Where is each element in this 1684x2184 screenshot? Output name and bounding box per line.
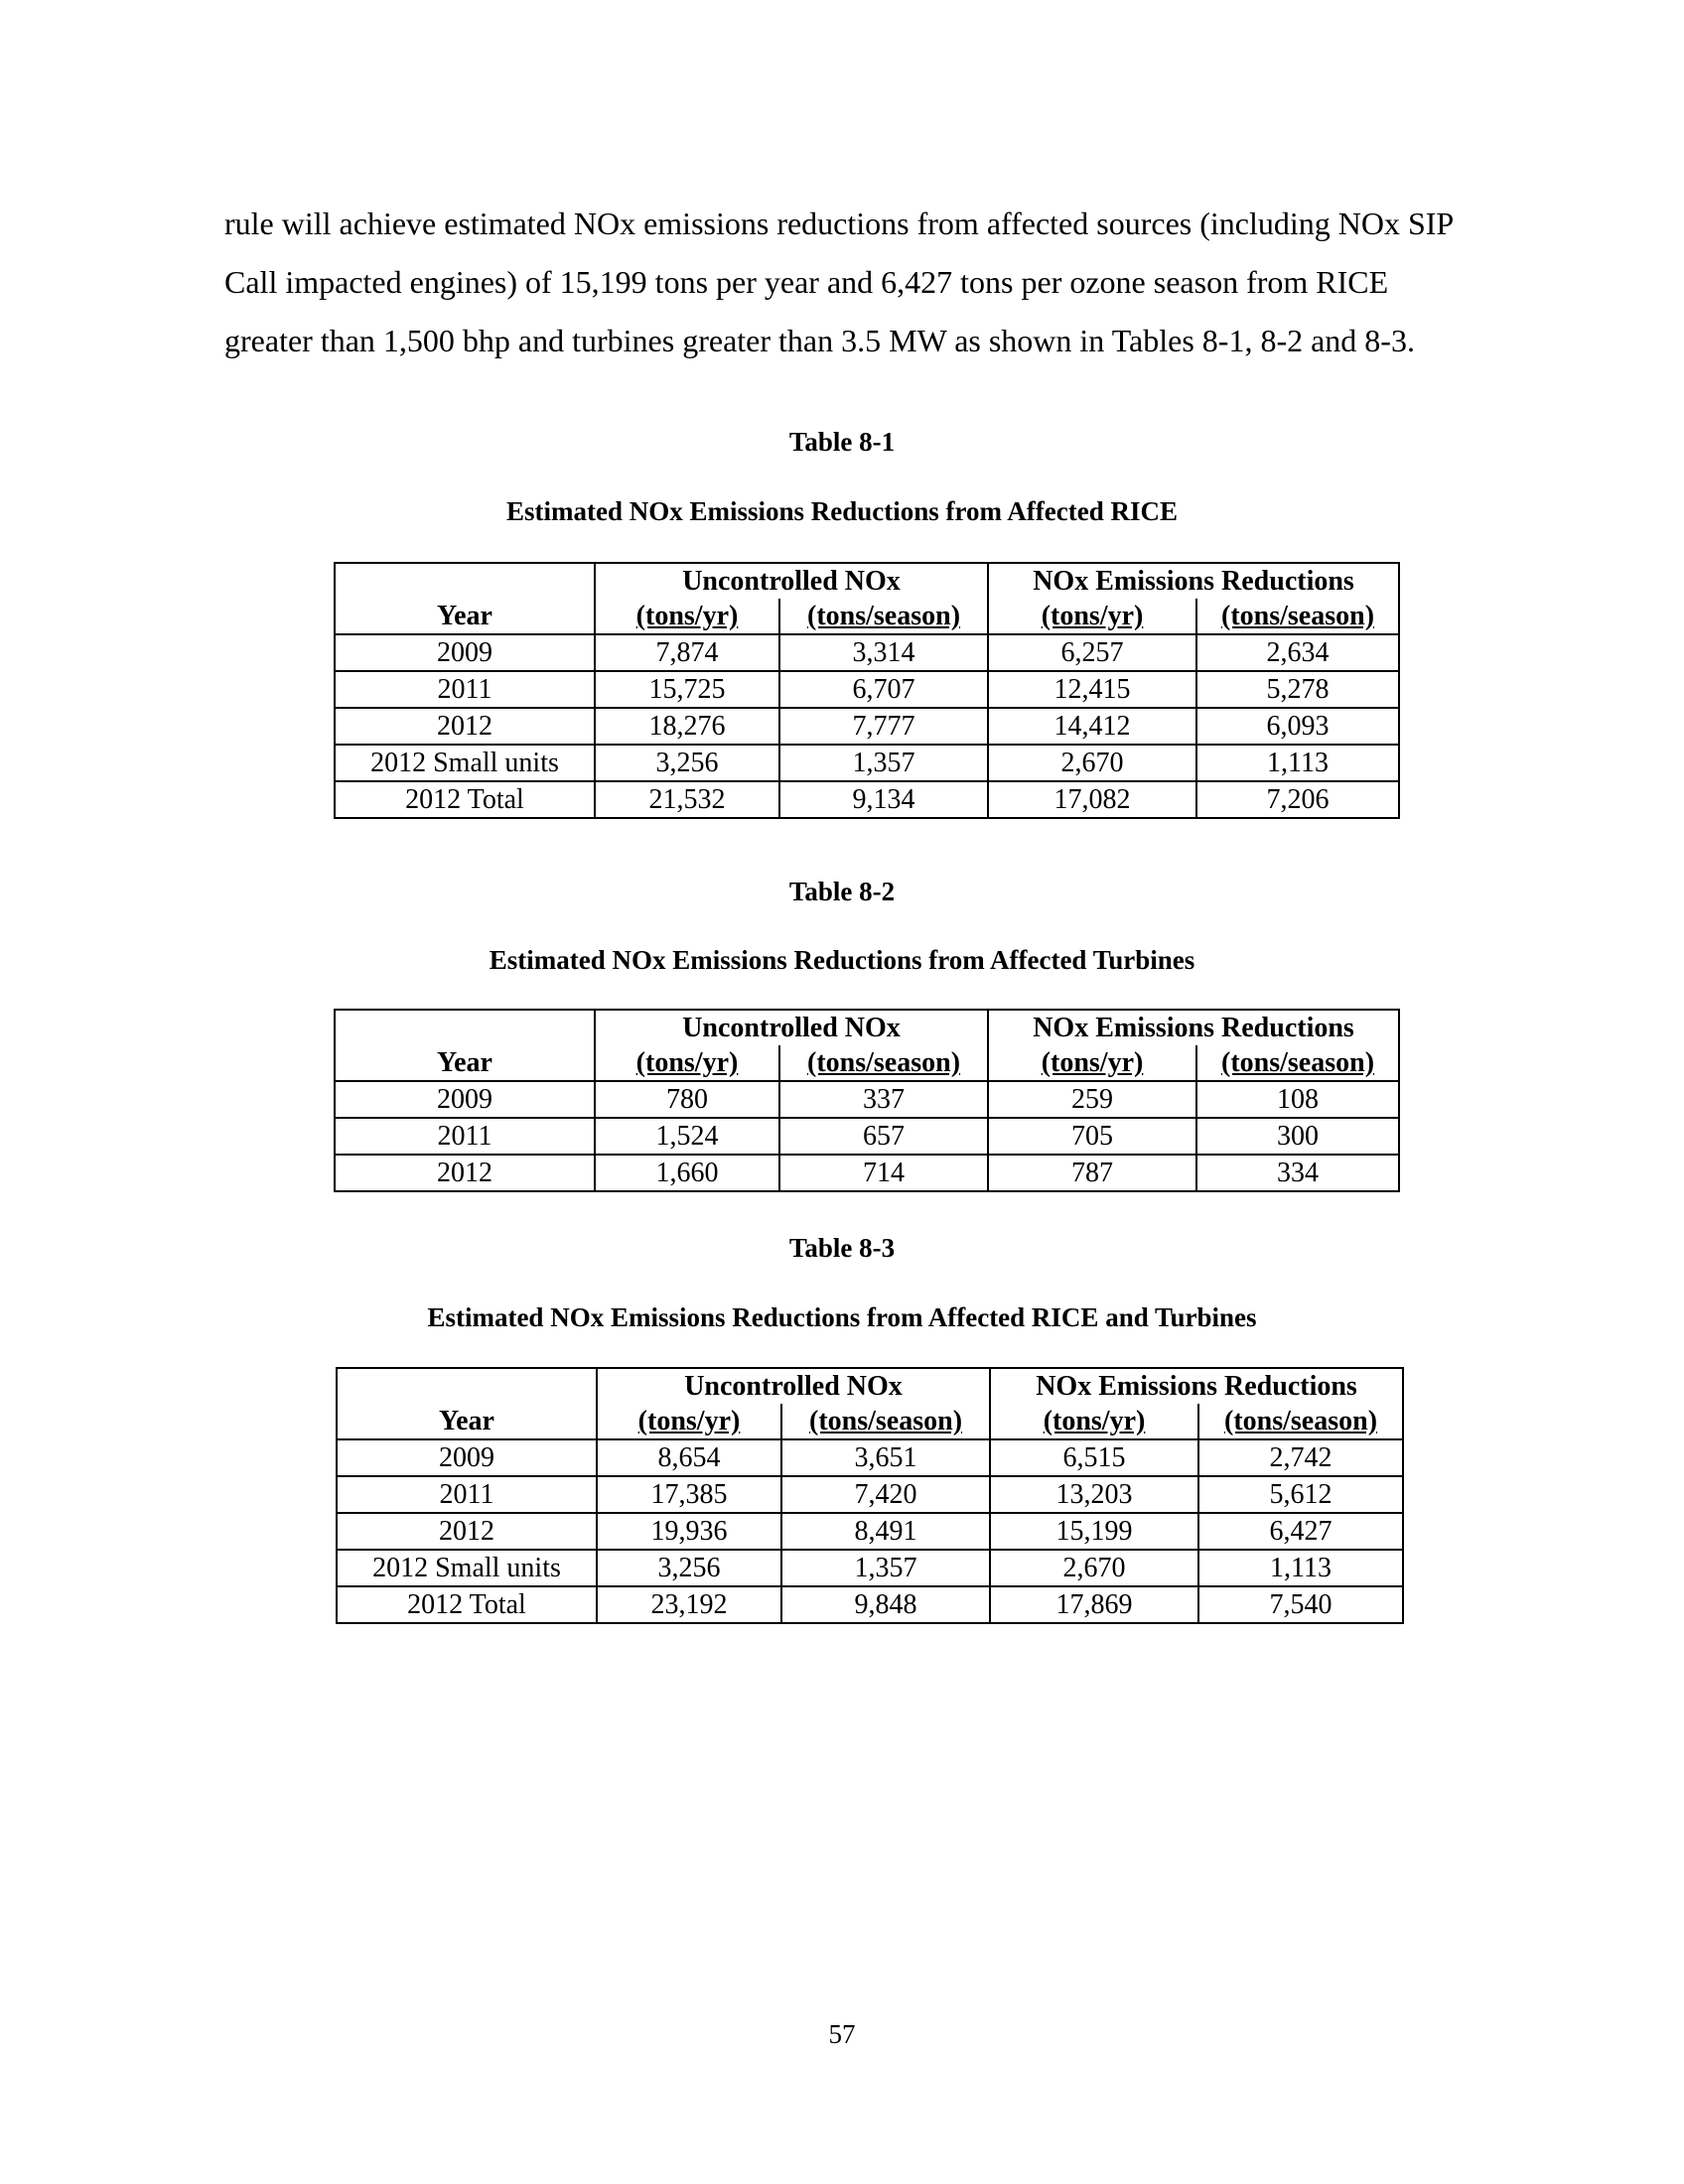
- value-cell: 3,256: [595, 745, 779, 781]
- table-body: [335, 1081, 1399, 1191]
- value-cell: 108: [1196, 1081, 1399, 1118]
- year-cell: 2011: [335, 1118, 595, 1155]
- header-text: (tons/season): [1221, 1047, 1375, 1078]
- year-cell: 2012 Small units: [335, 745, 595, 781]
- tons-yr-header: [988, 1045, 1196, 1081]
- value-cell: 300: [1196, 1118, 1399, 1155]
- value-cell: 13,203: [990, 1476, 1198, 1513]
- value-cell: 23,192: [597, 1586, 781, 1623]
- value-cell: 6,427: [1198, 1513, 1403, 1550]
- value-cell: 9,134: [779, 781, 988, 818]
- value-cell: 19,936: [597, 1513, 781, 1550]
- table-row: [335, 1081, 1399, 1118]
- value-cell: 2,634: [1196, 634, 1399, 671]
- table-row: [337, 1586, 1403, 1623]
- header-text: (tons/yr): [637, 1406, 741, 1436]
- tons-season-header: [1198, 1404, 1403, 1439]
- tons-yr-header: [595, 1045, 779, 1081]
- year-header: Year: [335, 599, 595, 634]
- tons-season-header: [1196, 1045, 1399, 1081]
- value-cell: 6,257: [988, 634, 1196, 671]
- value-cell: 2,670: [990, 1550, 1198, 1586]
- table-caption: Estimated NOx Emissions Reductions from Affected RICE and Turbines: [427, 1302, 1257, 1332]
- year-cell: 2012: [335, 708, 595, 745]
- value-cell: 705: [988, 1118, 1196, 1155]
- table-label: Table 8-1: [788, 427, 896, 457]
- uncontrolled-nox-header: Uncontrolled NOx: [597, 1368, 990, 1404]
- value-cell: 3,651: [781, 1439, 990, 1476]
- uncontrolled-nox-header: Uncontrolled NOx: [595, 1010, 988, 1045]
- year-cell: 2011: [335, 671, 595, 708]
- nox-reductions-header: NOx Emissions Reductions: [988, 1010, 1399, 1045]
- header-text: (tons/yr): [1041, 1047, 1144, 1078]
- value-cell: 8,654: [597, 1439, 781, 1476]
- value-cell: 2,742: [1198, 1439, 1403, 1476]
- value-cell: 21,532: [595, 781, 779, 818]
- nox-reductions-header: NOx Emissions Reductions: [990, 1368, 1403, 1404]
- value-cell: 17,869: [990, 1586, 1198, 1623]
- table-row: [337, 1513, 1403, 1550]
- year-cell: 2012 Total: [337, 1586, 597, 1623]
- value-cell: 17,385: [597, 1476, 781, 1513]
- value-cell: 259: [988, 1081, 1196, 1118]
- value-cell: 6,093: [1196, 708, 1399, 745]
- paragraph-line-2: Call impacted engines) of 15,199 tons per year and 6,427 tons per ozone season from RICE: [224, 264, 1389, 300]
- table-row: [335, 1118, 1399, 1155]
- year-header: Year: [335, 1045, 595, 1081]
- tons-season-header: [1196, 599, 1399, 634]
- year-header-spacer: [335, 1010, 595, 1045]
- header-text: (tons/season): [807, 1047, 961, 1078]
- value-cell: 3,256: [597, 1550, 781, 1586]
- header-text: (tons/season): [809, 1406, 963, 1436]
- value-cell: 1,660: [595, 1155, 779, 1191]
- year-header-spacer: [337, 1368, 597, 1404]
- value-cell: 15,199: [990, 1513, 1198, 1550]
- year-header: Year: [337, 1404, 597, 1439]
- nox-reductions-header: NOx Emissions Reductions: [988, 563, 1399, 599]
- year-cell: 2009: [335, 1081, 595, 1118]
- value-cell: 657: [779, 1118, 988, 1155]
- table-label: Table 8-2: [788, 877, 896, 906]
- year-cell: 2012: [337, 1513, 597, 1550]
- value-cell: 12,415: [988, 671, 1196, 708]
- header-text: (tons/season): [1224, 1406, 1378, 1436]
- year-cell: 2009: [335, 634, 595, 671]
- value-cell: 780: [595, 1081, 779, 1118]
- table-body: [335, 634, 1399, 818]
- tons-season-header: [781, 1404, 990, 1439]
- value-cell: 787: [988, 1155, 1196, 1191]
- tons-season-header: [779, 1045, 988, 1081]
- value-cell: 5,278: [1196, 671, 1399, 708]
- tons-season-header: [779, 599, 988, 634]
- table-caption: Estimated NOx Emissions Reductions from Affected Turbines: [489, 945, 1195, 975]
- table-row: [337, 1439, 1403, 1476]
- table-row: [337, 1550, 1403, 1586]
- header-text: (tons/season): [807, 601, 961, 631]
- year-cell: 2011: [337, 1476, 597, 1513]
- data-table: [334, 1009, 1400, 1192]
- table-caption: Estimated NOx Emissions Reductions from Affected RICE: [506, 496, 1178, 526]
- header-text: (tons/yr): [635, 1047, 739, 1078]
- year-header-spacer: [335, 563, 595, 599]
- value-cell: 8,491: [781, 1513, 990, 1550]
- value-cell: 9,848: [781, 1586, 990, 1623]
- value-cell: 714: [779, 1155, 988, 1191]
- table-row: [335, 634, 1399, 671]
- value-cell: 337: [779, 1081, 988, 1118]
- value-cell: 15,725: [595, 671, 779, 708]
- value-cell: 1,113: [1198, 1550, 1403, 1586]
- header-text: (tons/yr): [635, 601, 739, 631]
- table-row: [335, 781, 1399, 818]
- value-cell: 334: [1196, 1155, 1399, 1191]
- value-cell: 1,357: [779, 745, 988, 781]
- paragraph-line-1: rule will achieve estimated NOx emissions reductions from affected sources (including NOx SIP: [224, 205, 1455, 241]
- year-cell: 2012 Total: [335, 781, 595, 818]
- table-row: [335, 671, 1399, 708]
- header-text: (tons/yr): [1041, 601, 1144, 631]
- value-cell: 5,612: [1198, 1476, 1403, 1513]
- value-cell: 2,670: [988, 745, 1196, 781]
- value-cell: 7,777: [779, 708, 988, 745]
- table-row: [335, 745, 1399, 781]
- table-row: [335, 1155, 1399, 1191]
- tons-yr-header: [990, 1404, 1198, 1439]
- value-cell: 1,357: [781, 1550, 990, 1586]
- value-cell: 7,206: [1196, 781, 1399, 818]
- tons-yr-header: [988, 599, 1196, 634]
- table-body: [337, 1439, 1403, 1623]
- tons-yr-header: [597, 1404, 781, 1439]
- data-table: [336, 1367, 1404, 1624]
- page-number: 57: [828, 2019, 856, 2049]
- value-cell: 17,082: [988, 781, 1196, 818]
- header-text: (tons/season): [1221, 601, 1375, 631]
- value-cell: 6,515: [990, 1439, 1198, 1476]
- value-cell: 7,874: [595, 634, 779, 671]
- uncontrolled-nox-header: Uncontrolled NOx: [595, 563, 988, 599]
- tons-yr-header: [595, 599, 779, 634]
- body-paragraph: [224, 195, 1505, 370]
- table-label: Table 8-3: [788, 1233, 896, 1263]
- table-row: [335, 708, 1399, 745]
- year-cell: 2012 Small units: [337, 1550, 597, 1586]
- value-cell: 7,420: [781, 1476, 990, 1513]
- header-text: (tons/yr): [1043, 1406, 1146, 1436]
- value-cell: 3,314: [779, 634, 988, 671]
- value-cell: 1,113: [1196, 745, 1399, 781]
- value-cell: 1,524: [595, 1118, 779, 1155]
- data-table: [334, 562, 1400, 819]
- table-row: [337, 1476, 1403, 1513]
- value-cell: 18,276: [595, 708, 779, 745]
- paragraph-line-3: greater than 1,500 bhp and turbines greater than 3.5 MW as shown in Tables 8-1, 8-2 and 8-3.: [224, 323, 1415, 358]
- value-cell: 7,540: [1198, 1586, 1403, 1623]
- year-cell: 2012: [335, 1155, 595, 1191]
- value-cell: 6,707: [779, 671, 988, 708]
- year-cell: 2009: [337, 1439, 597, 1476]
- value-cell: 14,412: [988, 708, 1196, 745]
